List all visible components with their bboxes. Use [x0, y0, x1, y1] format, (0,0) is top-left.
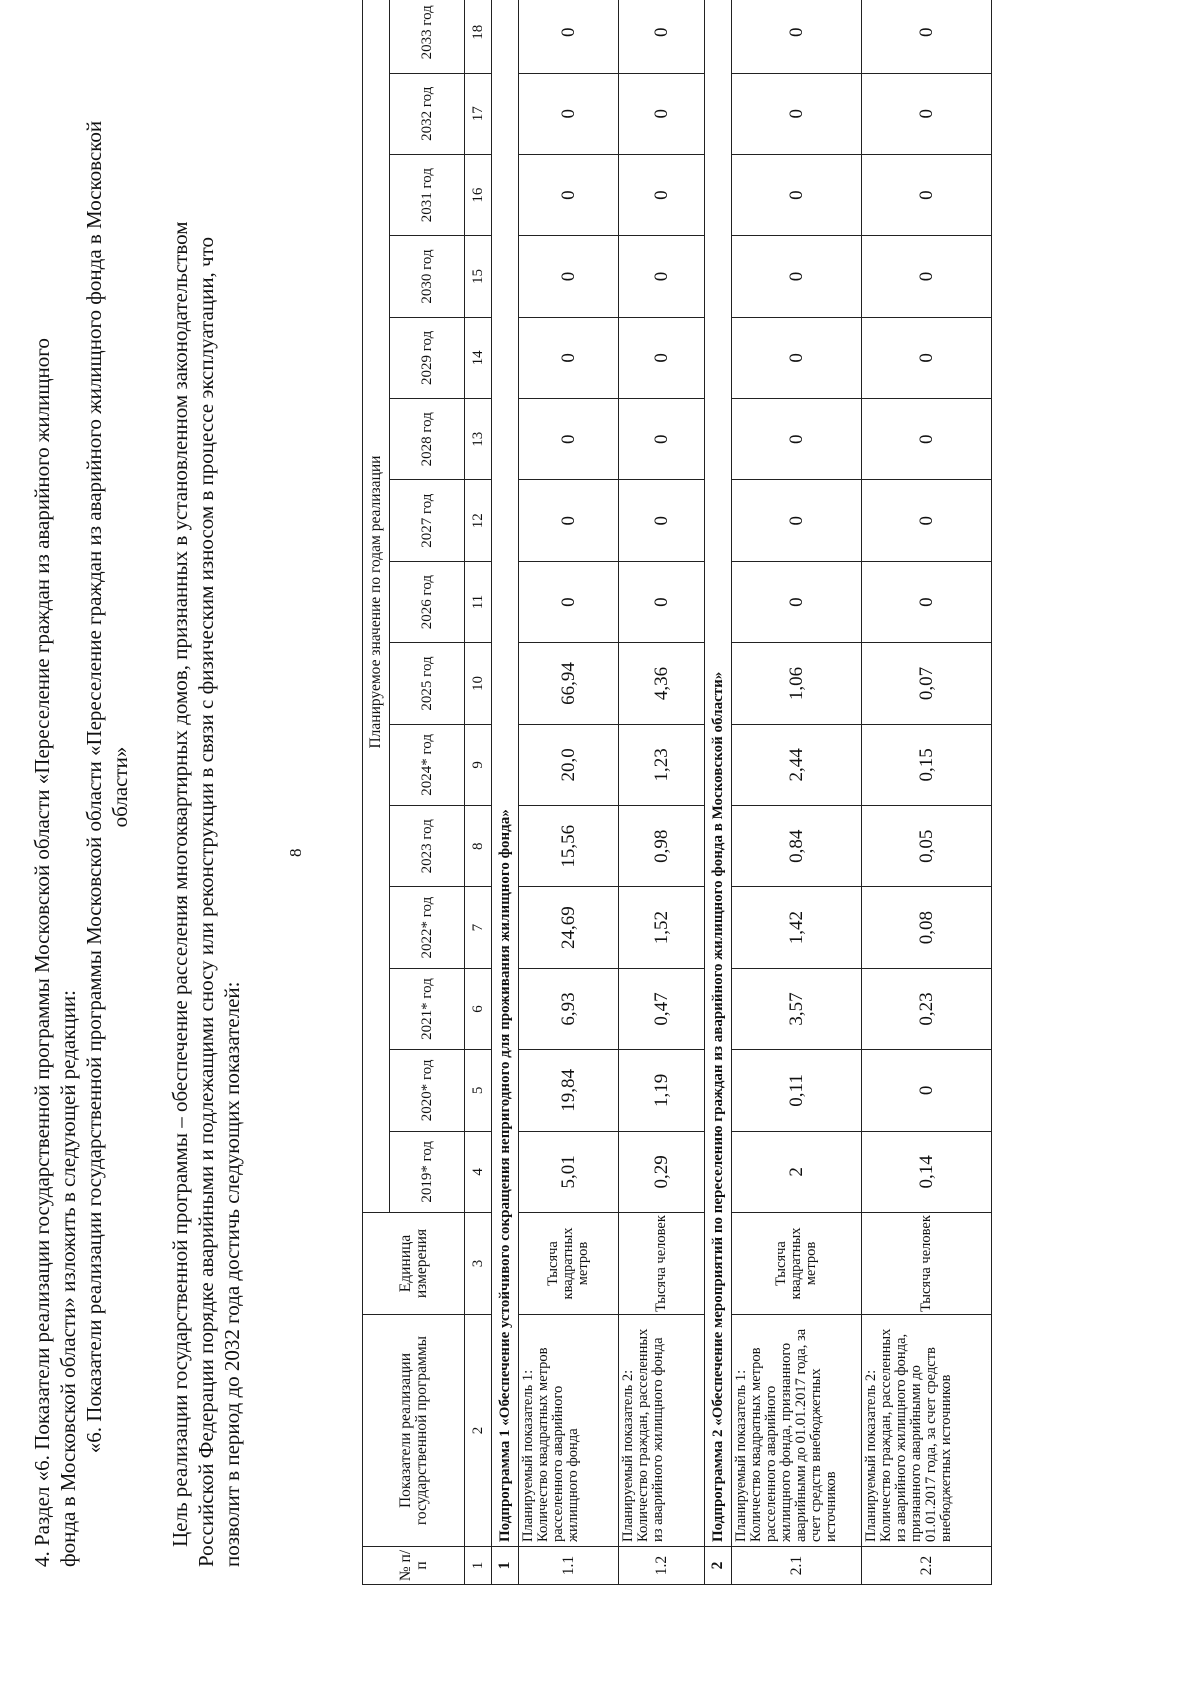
section-title: Подпрограмма 1 «Обеспечение устойчивого сокращения непригодного для проживания жилищного фонда» [492, 0, 519, 1547]
indicator-value: 1,42 [732, 887, 862, 968]
year-header: 2019* год [390, 1131, 465, 1212]
table-row [732, 0, 862, 1585]
indicator-value: 0 [862, 154, 992, 235]
column-number: 6 [465, 968, 492, 1049]
indicator-value: 0,08 [862, 887, 992, 968]
column-numbers-row [465, 0, 492, 1585]
indicator-value: 0 [519, 0, 619, 73]
indicator-name: Планируемый показатель 2: Количество граждан, расселенных из аварийного жилищного фонда, признанного аварийными до 01.01.2017 года, за счет средств внебюджетных источников [862, 1315, 992, 1547]
goal-line-3: позволит в период до 2032 года достичь следующих показателей: [220, 981, 244, 1567]
indicator-value: 0 [862, 317, 992, 398]
column-number: 17 [465, 73, 492, 154]
indicator-value: 0 [862, 73, 992, 154]
indicator-value: 1,06 [732, 643, 862, 724]
section-row [492, 0, 519, 1585]
column-number: 4 [465, 1131, 492, 1212]
column-number: 11 [465, 561, 492, 642]
indicator-value: 6,93 [519, 968, 619, 1049]
column-number: 15 [465, 236, 492, 317]
indicator-value: 0 [732, 399, 862, 480]
indicator-name: Планируемый показатель 2: Количество граждан, расселенных из аварийного жилищного фонда [619, 1315, 705, 1547]
indicator-value: 0 [862, 480, 992, 561]
indicator-value: 0 [619, 480, 705, 561]
row-number: 2.2 [862, 1547, 992, 1585]
indicator-value: 0 [732, 236, 862, 317]
indicator-value: 66,94 [519, 643, 619, 724]
indicator-value: 0 [862, 1050, 992, 1131]
page-number: 8 [286, 848, 305, 857]
intro-line-2: фонда в Московской области» изложить в следующей редакции: [56, 990, 80, 1567]
row-number: 2.1 [732, 1547, 862, 1585]
indicator-value: 19,84 [519, 1050, 619, 1131]
indicator-value: 0,11 [732, 1050, 862, 1131]
table-row [619, 0, 705, 1585]
col-num-header: № п/п [363, 1547, 465, 1585]
year-header: 2033 год [390, 0, 465, 73]
goal-line-2: Российской Федерации порядке аварийными и подлежащими сносу или реконструкции в связи с физическим износом в процессе эксплуатации, что [194, 236, 218, 1567]
indicator-value: 0 [619, 73, 705, 154]
indicator-value: 0,47 [619, 968, 705, 1049]
indicator-value: 0 [619, 236, 705, 317]
col-plan-header: Планируемое значение по годам реализации [363, 0, 390, 1213]
indicator-value: 0 [862, 561, 992, 642]
indicator-value: 0,84 [732, 806, 862, 887]
section-title: Подпрограмма 2 «Обеспечение мероприятий по переселению граждан из аварийного жилищного фонда в Московской области» [705, 0, 732, 1547]
column-number: 12 [465, 480, 492, 561]
indicator-name: Планируемый показатель 1: Количество квадратных метров расселенного аварийного жилищного фонда [519, 1315, 619, 1547]
indicator-value: 0 [862, 0, 992, 73]
indicator-name: Планируемый показатель 1: Количество квадратных метров расселенного аварийного жилищного фонда, признанного аварийными до 01.01.2017 года, за счет средств внебюджетных источников [732, 1315, 862, 1547]
row-number: 1.2 [619, 1547, 705, 1585]
col-name-header: Показатели реализации государственной программы [363, 1315, 465, 1547]
indicators-table [362, 0, 992, 1585]
goal-line-1: Цель реализации государственной программы – обеспечение расселения многоквартирных домов, признанных в установленном законодательством [168, 221, 192, 1547]
indicator-value: 0 [732, 480, 862, 561]
indicator-value: 0,23 [862, 968, 992, 1049]
indicator-unit: Тысяча квадратных метров [519, 1213, 619, 1315]
indicator-value: 24,69 [519, 887, 619, 968]
year-header: 2025 год [390, 643, 465, 724]
year-header: 2022* год [390, 887, 465, 968]
indicator-value: 0 [732, 73, 862, 154]
section-number: 1 [492, 1547, 519, 1585]
indicator-value: 0 [519, 480, 619, 561]
indicator-value: 0 [732, 561, 862, 642]
intro-line-4: области» [108, 746, 132, 828]
year-header: 2032 год [390, 73, 465, 154]
section-row [705, 0, 732, 1585]
indicator-value: 0 [619, 399, 705, 480]
indicator-unit: Тысяча человек [619, 1213, 705, 1315]
indicator-value: 0 [732, 154, 862, 235]
indicator-value: 1,52 [619, 887, 705, 968]
intro-line-3: «6. Показатели реализации государственной программы Московской области «Переселение граждан из аварийного жилищного фонда в Московской [82, 120, 106, 1454]
indicator-value: 1,23 [619, 724, 705, 805]
indicator-unit: Тысяча квадратных метров [732, 1213, 862, 1315]
indicator-value: 0 [519, 561, 619, 642]
column-number: 1 [465, 1547, 492, 1585]
indicator-value: 5,01 [519, 1131, 619, 1212]
column-number: 10 [465, 643, 492, 724]
year-header: 2029 год [390, 317, 465, 398]
column-number: 8 [465, 806, 492, 887]
year-header: 2027 год [390, 480, 465, 561]
indicator-value: 0,98 [619, 806, 705, 887]
indicator-value: 0 [619, 317, 705, 398]
column-number: 5 [465, 1050, 492, 1131]
year-header: 2028 год [390, 399, 465, 480]
intro-line-1: 4. Раздел «6. Показатели реализации государственной программы Московской области «Переселение граждан из аварийного жилищного [30, 338, 54, 1567]
indicator-value: 0 [519, 236, 619, 317]
indicator-value: 0,05 [862, 806, 992, 887]
year-header: 2020* год [390, 1050, 465, 1131]
indicator-value: 0 [732, 317, 862, 398]
indicator-value: 2 [732, 1131, 862, 1212]
indicator-value: 20,0 [519, 724, 619, 805]
column-number: 3 [465, 1213, 492, 1315]
col-unit-header: Единица измерения [363, 1213, 465, 1315]
indicator-value: 0,14 [862, 1131, 992, 1212]
indicator-value: 0 [619, 561, 705, 642]
indicator-value: 3,57 [732, 968, 862, 1049]
indicator-value: 0,15 [862, 724, 992, 805]
row-number: 1.1 [519, 1547, 619, 1585]
indicator-value: 1,19 [619, 1050, 705, 1131]
indicator-unit: Тысяча человек [862, 1213, 992, 1315]
column-number: 9 [465, 724, 492, 805]
column-number: 7 [465, 887, 492, 968]
indicator-value: 15,56 [519, 806, 619, 887]
indicator-value: 2,44 [732, 724, 862, 805]
section-number: 2 [705, 1547, 732, 1585]
indicator-value: 0 [862, 236, 992, 317]
year-header: 2021* год [390, 968, 465, 1049]
year-header: 2023 год [390, 806, 465, 887]
indicator-value: 4,36 [619, 643, 705, 724]
indicator-value: 0 [519, 154, 619, 235]
indicator-value: 0 [519, 73, 619, 154]
header-row [363, 0, 390, 1585]
column-number: 13 [465, 399, 492, 480]
indicator-value: 0 [619, 154, 705, 235]
column-number: 18 [465, 0, 492, 73]
indicator-value: 0,07 [862, 643, 992, 724]
indicator-value: 0 [519, 399, 619, 480]
column-number: 16 [465, 154, 492, 235]
column-number: 2 [465, 1315, 492, 1547]
indicator-value: 0 [519, 317, 619, 398]
indicator-value: 0 [619, 0, 705, 73]
year-header: 2030 год [390, 236, 465, 317]
indicator-value: 0,29 [619, 1131, 705, 1212]
indicator-value: 0 [732, 0, 862, 73]
year-header: 2031 год [390, 154, 465, 235]
column-number: 14 [465, 317, 492, 398]
indicator-value: 0 [862, 399, 992, 480]
year-header: 2026 год [390, 561, 465, 642]
table-row [519, 0, 619, 1585]
table-row [862, 0, 992, 1585]
year-header: 2024* год [390, 724, 465, 805]
